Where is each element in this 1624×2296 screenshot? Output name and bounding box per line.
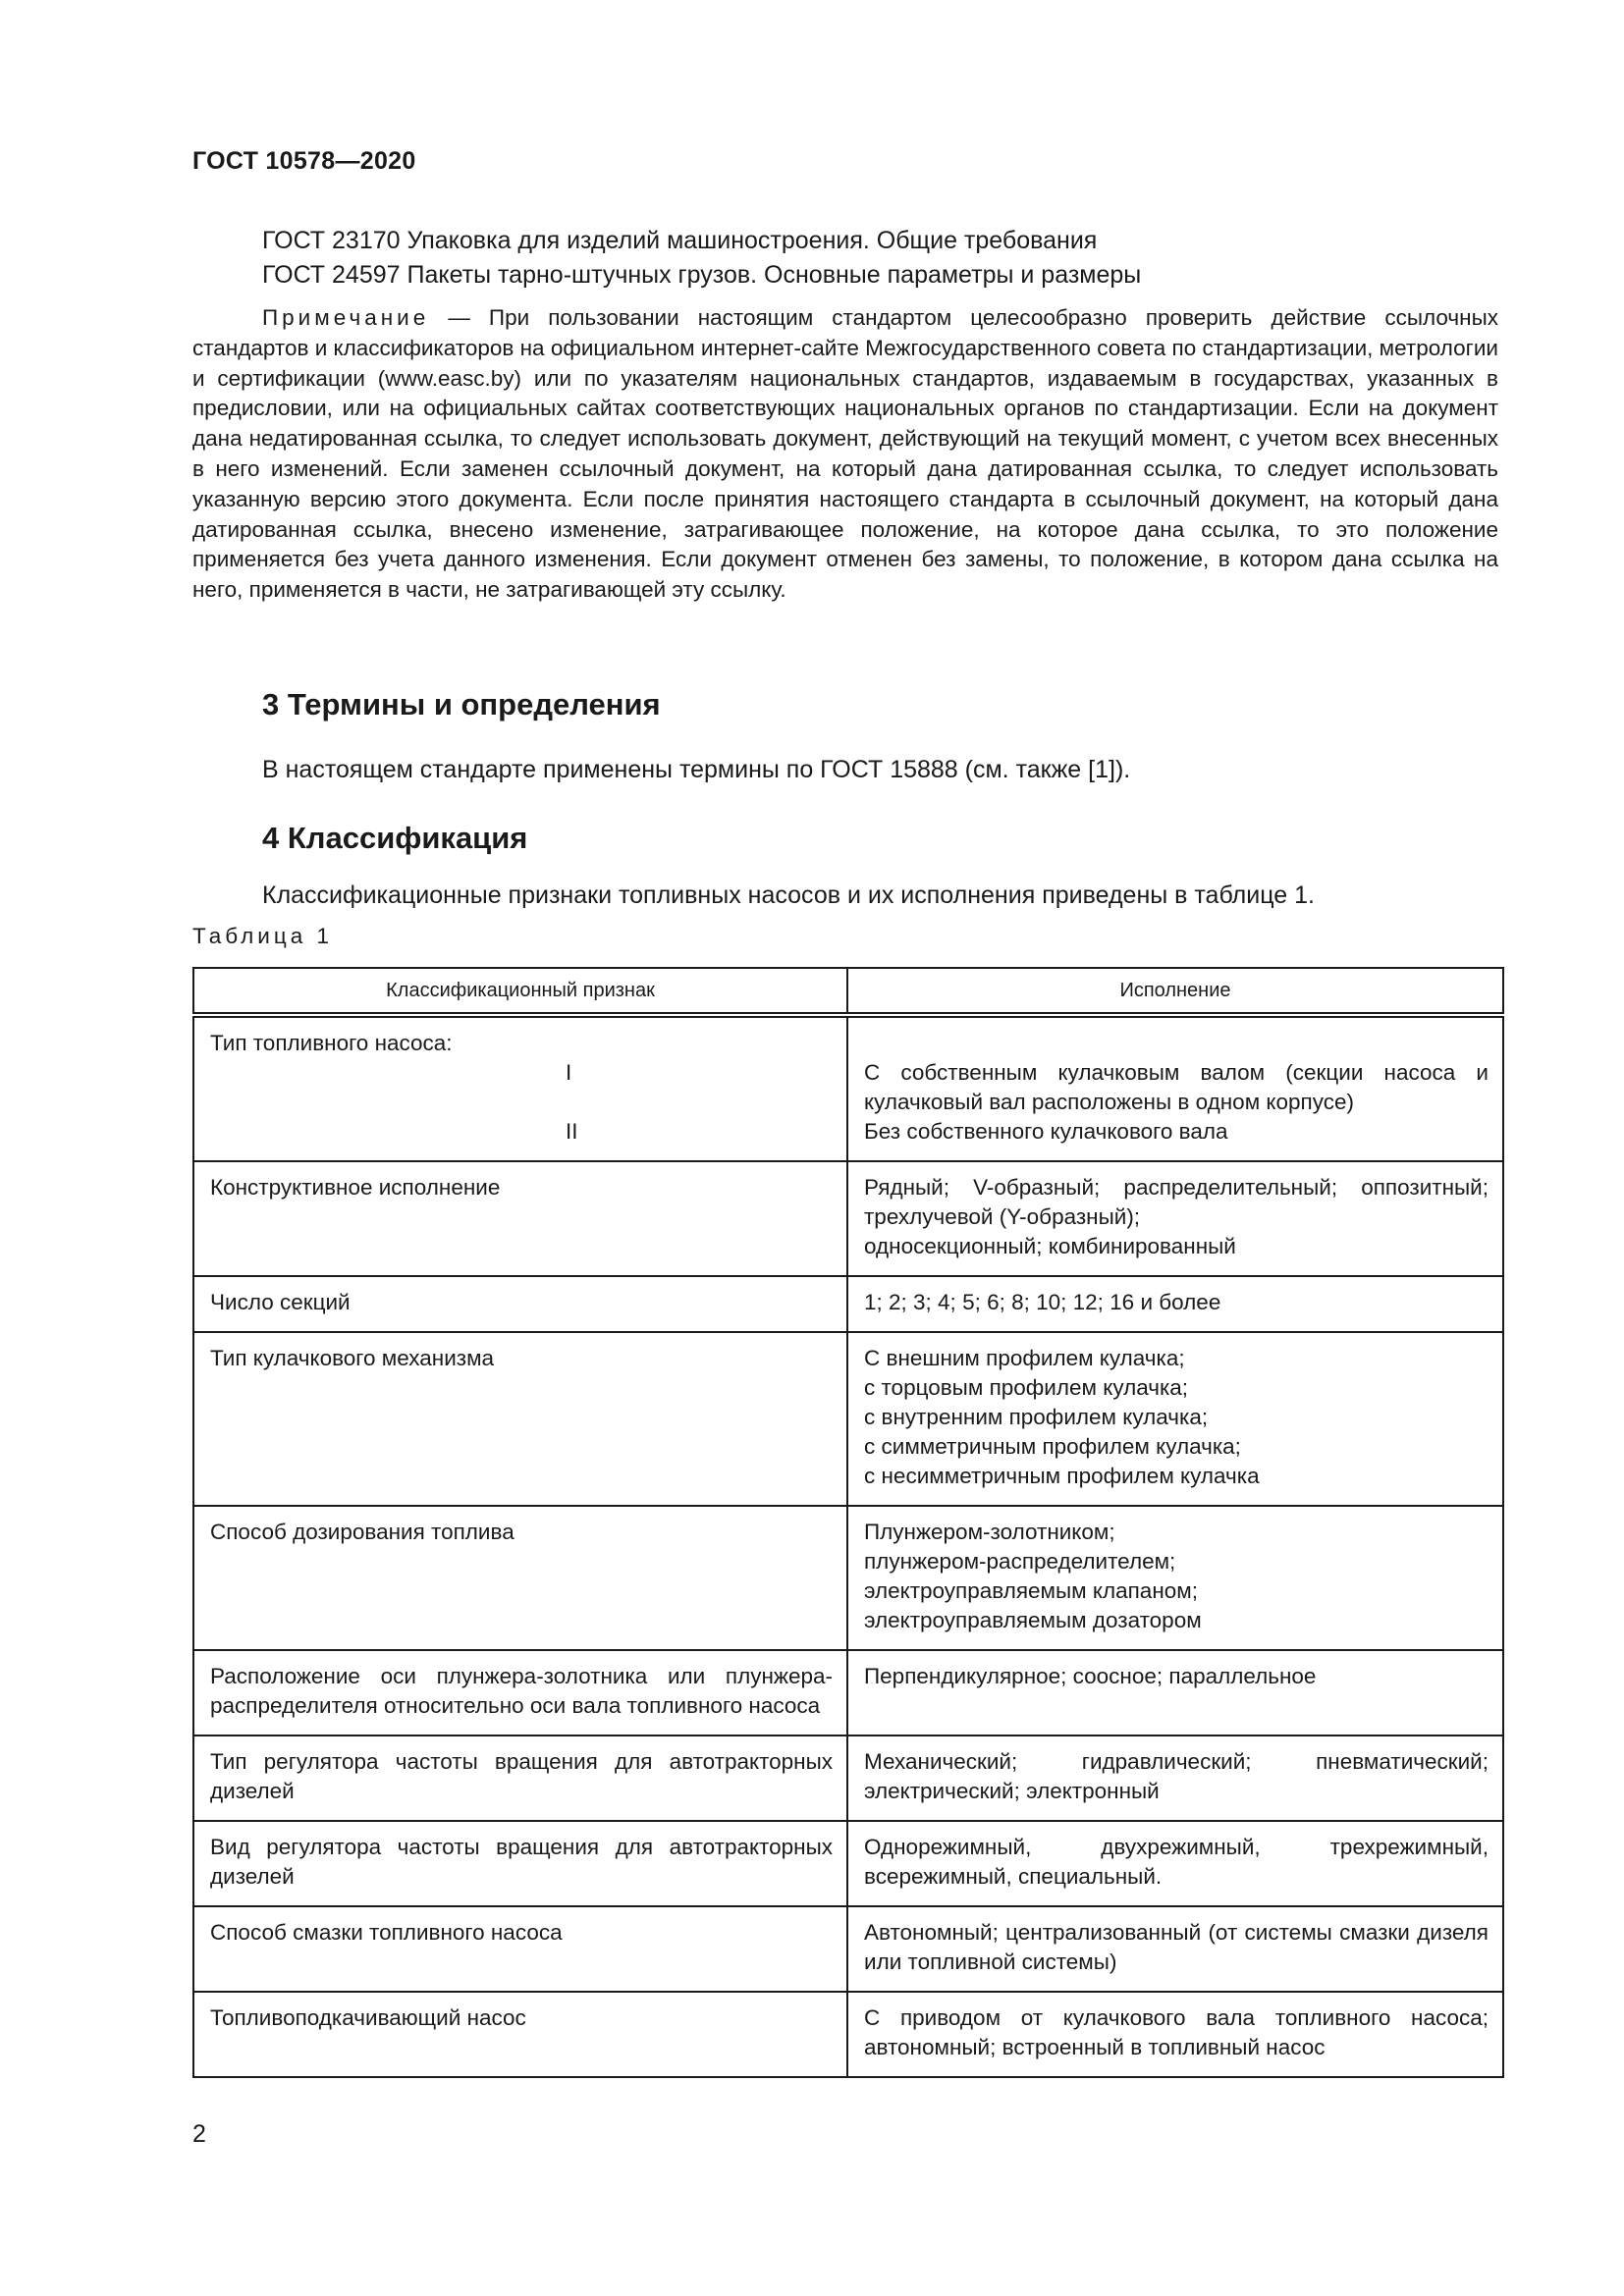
pump-type-ii-label: II — [566, 1119, 578, 1144]
page-number: 2 — [192, 2120, 206, 2148]
execution-text: Механический; гидравлический; пневматический; электрический; электронный — [864, 1749, 1489, 1803]
table-caption: Таблица 1 — [192, 924, 333, 948]
note-paragraph — [192, 303, 1498, 606]
criterion-cell — [193, 1015, 847, 1161]
criterion-cell: Расположение оси плунжера-золотника или плунжера-распределителя относительно оси вала топливного насоса — [193, 1650, 847, 1735]
table-row — [193, 1276, 1503, 1332]
criterion-cell: Число секций — [193, 1276, 847, 1332]
execution-text: с несимметричным профилем кулачка — [864, 1464, 1260, 1488]
execution-text: С собственным кулачковым валом (секции насоса и кулачковый вал расположены в одном корпусе) — [864, 1060, 1489, 1114]
execution-text: Плунжером-золотником; — [864, 1520, 1115, 1544]
execution-text: с торцовым профилем кулачка; — [864, 1375, 1189, 1400]
execution-cell — [847, 1506, 1503, 1650]
execution-text: Без собственного кулачкового вала — [864, 1119, 1228, 1144]
execution-text: с внутренним профилем кулачка; — [864, 1405, 1209, 1429]
execution-cell — [847, 1735, 1503, 1821]
criterion-cell: Топливоподкачивающий насос — [193, 1992, 847, 2077]
table-row — [193, 1161, 1503, 1276]
reference-item: ГОСТ 24597 Пакеты тарно-штучных грузов. Основные параметры и размеры — [262, 261, 1142, 289]
criterion-cell: Тип кулачкового механизма — [193, 1332, 847, 1506]
table-row — [193, 1650, 1503, 1735]
execution-text: С приводом от кулачкового вала топливного насоса; автономный; встроенный в топливный насос — [864, 2005, 1489, 2059]
execution-text: Рядный; V-образный; распределительный; оппозитный; трехлучевой (Y-образный); — [864, 1175, 1489, 1229]
execution-text: Перпендикулярное; соосное; параллельное — [864, 1664, 1317, 1688]
execution-text: односекционный; комбинированный — [864, 1234, 1236, 1258]
criterion-cell: Тип регулятора частоты вращения для автотракторных дизелей — [193, 1735, 847, 1821]
section-4-heading: 4 Классификация — [262, 821, 528, 855]
table-row — [193, 1735, 1503, 1821]
table-row — [193, 1506, 1503, 1650]
execution-text: Автономный; централизованный (от системы смазки дизеля или топливной системы) — [864, 1920, 1489, 1974]
classification-table — [192, 967, 1504, 2078]
execution-text: с симметричным профилем кулачка; — [864, 1434, 1241, 1459]
table-row — [193, 1821, 1503, 1906]
criterion-cell: Конструктивное исполнение — [193, 1161, 847, 1276]
execution-cell — [847, 1992, 1503, 2077]
criterion-cell: Способ дозирования топлива — [193, 1506, 847, 1650]
criterion-cell: Вид регулятора частоты вращения для автотракторных дизелей — [193, 1821, 847, 1906]
table-body — [193, 1161, 1503, 2077]
pump-type-i-label: I — [566, 1060, 572, 1085]
reference-item: ГОСТ 23170 Упаковка для изделий машиностроения. Общие требования — [262, 227, 1098, 254]
table-row — [193, 1992, 1503, 2077]
execution-cell — [847, 1015, 1503, 1161]
execution-text: 1; 2; 3; 4; 5; 6; 8; 10; 12; 16 и более — [864, 1290, 1221, 1314]
criterion-cell: Способ смазки топливного насоса — [193, 1906, 847, 1992]
execution-text: электроуправляемым клапаном; — [864, 1578, 1198, 1603]
execution-text: плунжером-распределителем; — [864, 1549, 1176, 1574]
reference-list — [262, 224, 1141, 293]
execution-cell — [847, 1276, 1503, 1332]
execution-cell — [847, 1650, 1503, 1735]
criterion-text: Тип топливного насоса: — [210, 1031, 453, 1055]
execution-text: электроуправляемым дозатором — [864, 1608, 1202, 1632]
table-row — [193, 1906, 1503, 1992]
section-4-text: Классификационные признаки топливных насосов и их исполнения приведены в таблице 1. — [262, 881, 1315, 909]
section-3-text: В настоящем стандарте применены термины по ГОСТ 15888 (см. также [1]). — [262, 756, 1131, 783]
note-text: — При пользовании настоящим стандартом целесообразно проверить действие ссылочных стандартов и классификаторов на официальном интернет-сайте Межгосударственного совета по стандартизации, метрологии и сертификации (www.easc.by) или по указателям национальных стандартов, издаваемым в государствах, указанных в предисловии, или на официальных сайтах соответствующих национальных органов по стандартизации. Если на документ дана недатированная ссылка, то следует использовать документ, действующий на текущий момент, с учетом всех внесенных в него изменений. Если заменен ссылочный документ, на который дана датированная ссылка, то следует использовать указанную версию этого документа. Если после принятия настоящего стандарта в ссылочный документ, на который дана датированная ссылка, внесено изменение, затрагивающее положение, на которое дана ссылка, то это положение применяется без учета данного изменения. Если документ отменен без замены, то положение, в котором дана ссылка на него, применяется в части, не затрагивающей эту ссылку. — [192, 305, 1498, 603]
note-label: Примечание — [262, 305, 430, 330]
execution-text: Однорежимный, двухрежимный, трехрежимный, всережимный, специальный. — [864, 1835, 1489, 1889]
execution-text: С внешним профилем кулачка; — [864, 1346, 1185, 1370]
column-header-execution: Исполнение — [847, 968, 1503, 1015]
table-header-row — [193, 968, 1503, 1015]
table-row — [193, 1015, 1503, 1161]
section-3-heading: 3 Термины и определения — [262, 687, 661, 721]
execution-cell — [847, 1906, 1503, 1992]
execution-cell — [847, 1161, 1503, 1276]
column-header-criterion: Классификационный признак — [193, 968, 847, 1015]
document-header: ГОСТ 10578—2020 — [192, 147, 416, 175]
table-row — [193, 1332, 1503, 1506]
execution-cell — [847, 1332, 1503, 1506]
execution-cell — [847, 1821, 1503, 1906]
